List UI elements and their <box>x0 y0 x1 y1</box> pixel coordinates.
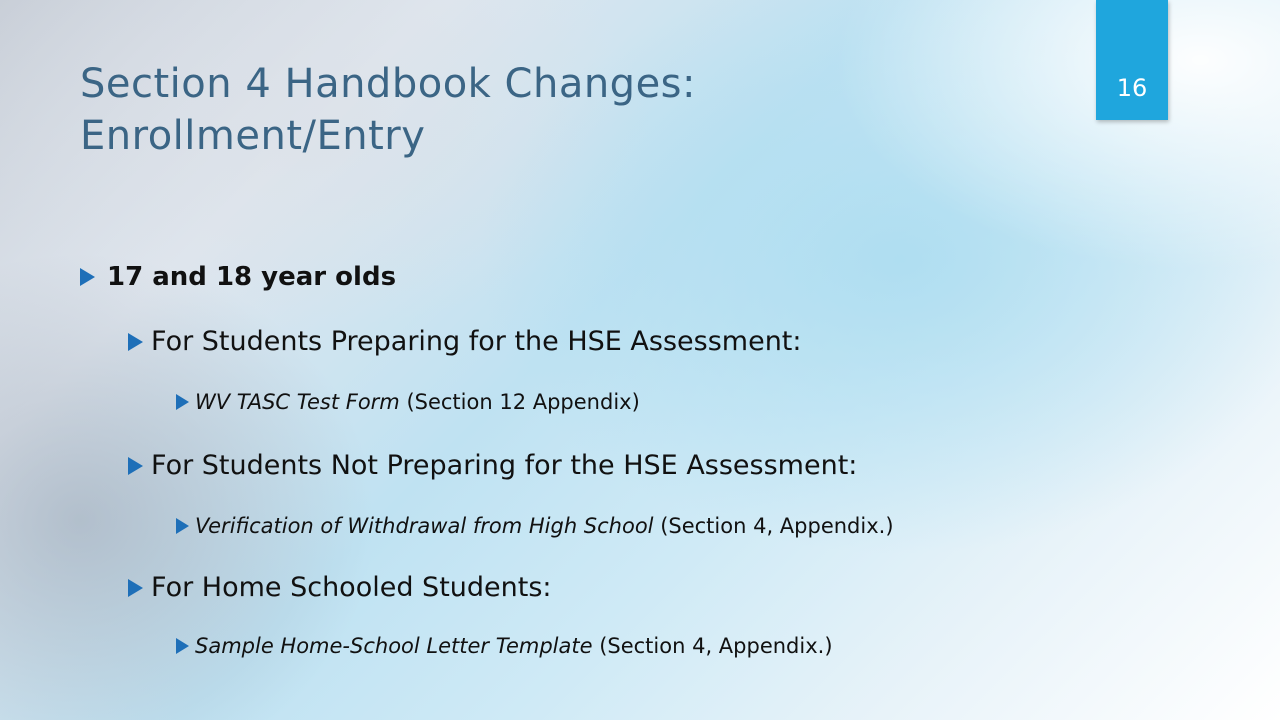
triangle-arrow-right-icon <box>176 518 189 534</box>
bullet-hse-not-preparing <box>128 450 857 481</box>
bullet-text: For Students Not Preparing for the HSE Assessment: <box>151 450 858 481</box>
document-reference: (Section 4, Appendix.) <box>592 634 833 658</box>
document-reference: (Section 4, Appendix.) <box>653 514 894 538</box>
bullet-text: For Students Preparing for the HSE Assessment: <box>151 326 802 357</box>
triangle-arrow-right-icon <box>128 333 143 351</box>
bullet-home-schooled <box>128 572 552 603</box>
bullet-text: 17 and 18 year olds <box>107 262 397 292</box>
document-reference: (Section 12 Appendix) <box>399 390 640 414</box>
bullet-withdrawal-verification <box>176 514 894 538</box>
slide-title-line2: Enrollment/Entry <box>80 113 426 159</box>
bullet-17-18-year-olds <box>80 262 396 292</box>
bullet-hse-preparing <box>128 326 802 357</box>
document-title: Sample Home-School Letter Template <box>195 634 593 658</box>
slide-title-line1: Section 4 Handbook Changes: <box>80 61 696 107</box>
bullet-tasc-test-form <box>176 390 640 414</box>
triangle-arrow-right-icon <box>176 394 189 410</box>
triangle-arrow-right-icon <box>128 457 143 475</box>
document-title: WV TASC Test Form <box>195 390 400 414</box>
bullet-text: For Home Schooled Students: <box>151 572 552 603</box>
page-number: 16 <box>1116 74 1148 102</box>
triangle-arrow-right-icon <box>176 638 189 654</box>
document-title: Verification of Withdrawal from High School <box>195 514 654 538</box>
bullet-home-school-letter <box>176 634 833 658</box>
triangle-arrow-right-icon <box>80 268 95 286</box>
triangle-arrow-right-icon <box>128 579 143 597</box>
